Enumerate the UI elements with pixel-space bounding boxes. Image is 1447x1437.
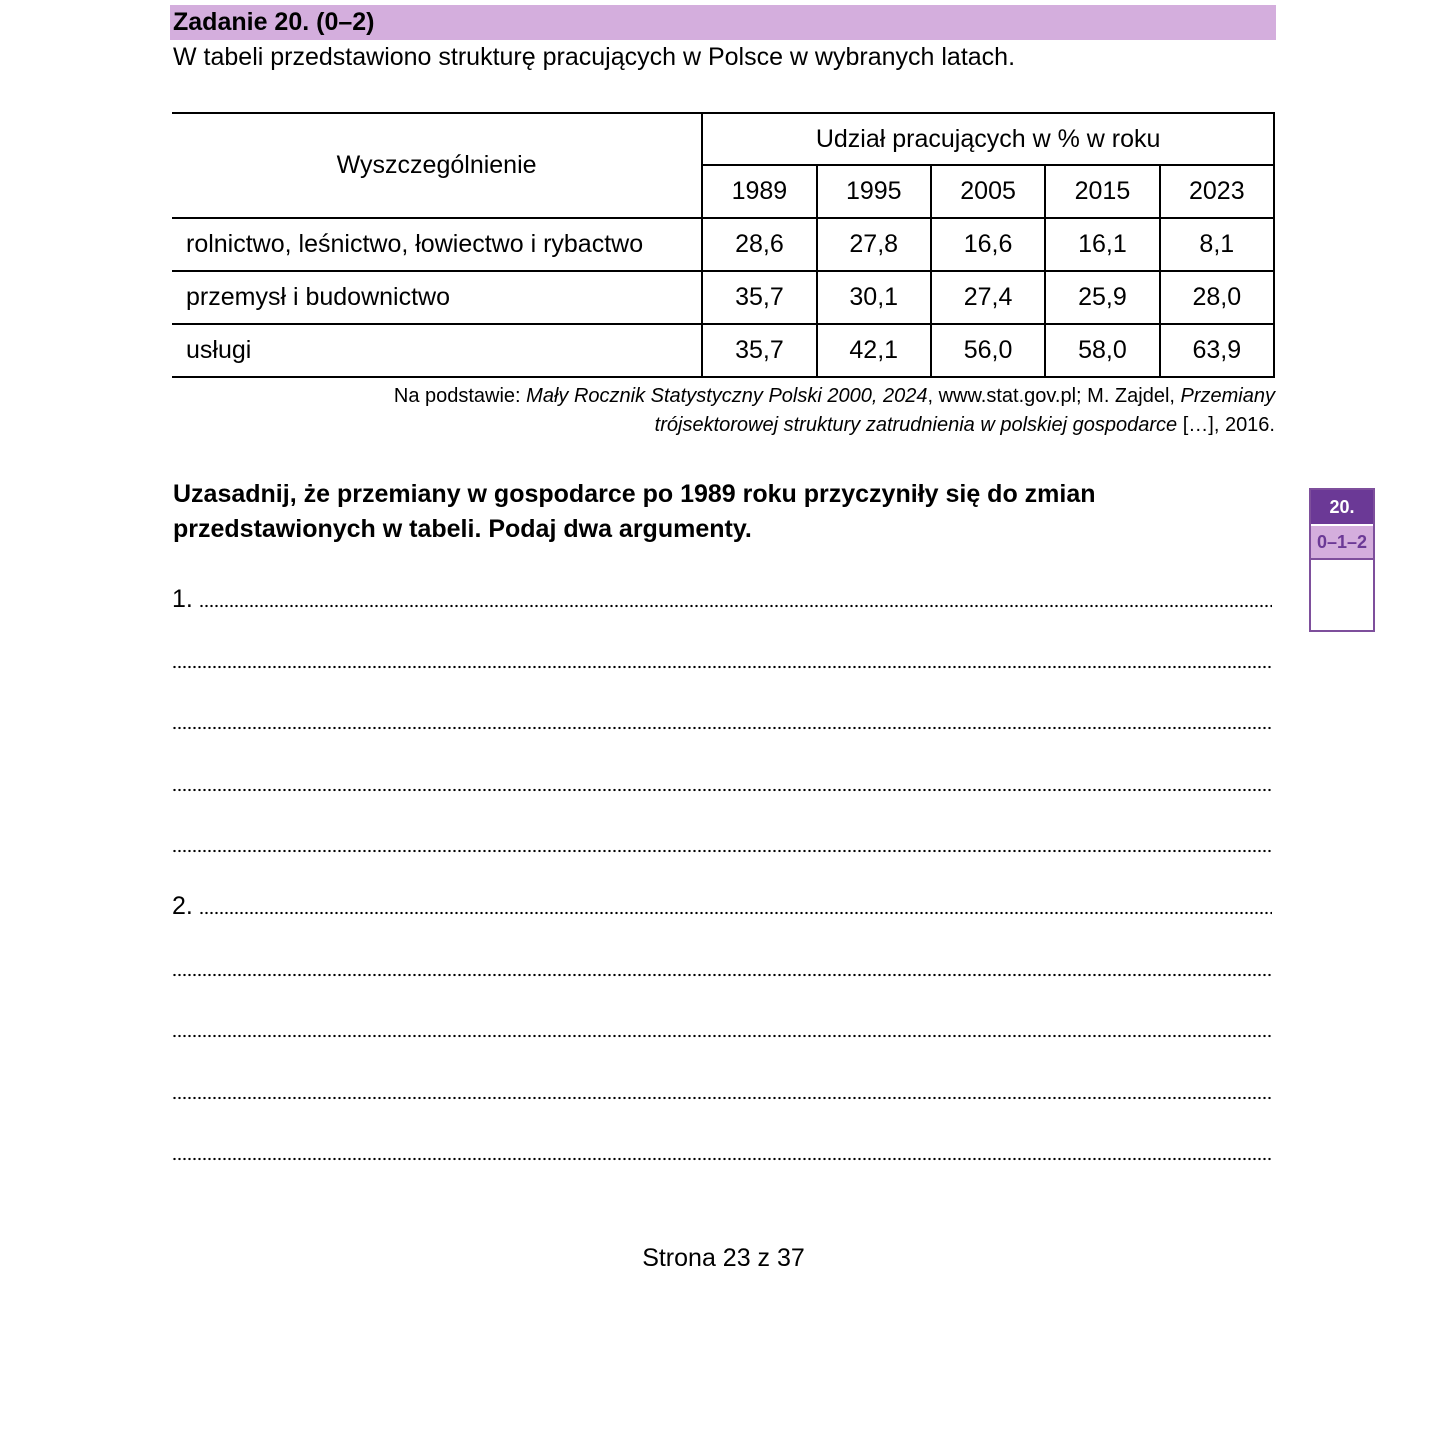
dotted-line <box>172 1157 1272 1161</box>
dotted-line <box>172 788 1272 792</box>
year-header: 2005 <box>930 166 1044 219</box>
answer-line[interactable] <box>172 1076 1272 1106</box>
table-cell: 16,6 <box>930 219 1044 272</box>
answer-line[interactable] <box>172 706 1272 736</box>
score-box <box>1309 488 1375 632</box>
year-header: 1989 <box>701 166 815 219</box>
answer-line[interactable] <box>172 953 1272 983</box>
table-cell: 63,9 <box>1159 325 1275 378</box>
question-line: Uzasadnij, że przemiany w gospodarce po 1989 roku przyczyniły się do zmian <box>173 480 1096 508</box>
dotted-line <box>172 726 1272 730</box>
answer-line[interactable] <box>172 1014 1272 1044</box>
source-book: Mały Rocznik Statystyczny Polski 2000, 2024 <box>526 385 928 407</box>
score-task-number: 20. <box>1311 490 1373 524</box>
source-suffix: […], 2016. <box>1177 414 1275 436</box>
row-label: usługi <box>172 325 701 378</box>
dotted-line <box>199 604 1272 608</box>
table-cell: 8,1 <box>1159 219 1275 272</box>
table-cell: 27,8 <box>816 219 930 272</box>
dotted-line <box>172 973 1272 977</box>
page-number: Strona 23 z 37 <box>642 1244 805 1272</box>
source-middle: , www.stat.gov.pl; M. Zajdel, <box>927 385 1181 407</box>
table-cell: 58,0 <box>1044 325 1158 378</box>
dotted-line <box>172 665 1272 669</box>
dotted-line <box>199 911 1272 915</box>
answer-line-2[interactable] <box>172 891 1272 921</box>
question <box>173 477 1273 547</box>
dotted-line <box>172 849 1272 853</box>
employment-table <box>172 112 1275 378</box>
dotted-line <box>172 1096 1272 1100</box>
answer-line-1[interactable] <box>172 584 1272 614</box>
task-title: Zadanie 20. (0–2) <box>170 5 1276 40</box>
task-intro: W tabeli przedstawiono strukturę pracujących w Polsce w wybranych latach. <box>173 43 1016 71</box>
table-cell: 27,4 <box>930 272 1044 325</box>
row-label: rolnictwo, leśnictwo, łowiectwo i rybactwo <box>172 219 701 272</box>
group-header: Udział pracujących w % w roku <box>701 112 1275 166</box>
row-label: przemysł i budownictwo <box>172 272 701 325</box>
question-line: przedstawionych w tabeli. Podaj dwa argumenty. <box>173 515 752 543</box>
row-header: Wyszczególnienie <box>172 112 701 219</box>
answer-line[interactable] <box>172 829 1272 859</box>
table-row <box>172 272 1275 325</box>
table-cell: 30,1 <box>816 272 930 325</box>
dotted-line <box>172 1034 1272 1038</box>
year-header: 1995 <box>816 166 930 219</box>
table-cell: 35,7 <box>701 272 815 325</box>
table-cell: 42,1 <box>816 325 930 378</box>
score-range: 0–1–2 <box>1311 524 1373 560</box>
table-row <box>172 325 1275 378</box>
table-cell: 35,7 <box>701 325 815 378</box>
table-cell: 56,0 <box>930 325 1044 378</box>
year-header: 2023 <box>1159 166 1275 219</box>
score-entry-field[interactable] <box>1311 560 1373 634</box>
table-row <box>172 219 1275 272</box>
source-article-part1: Przemiany <box>1180 385 1275 407</box>
table-cell: 16,1 <box>1044 219 1158 272</box>
table-cell: 28,0 <box>1159 272 1275 325</box>
answer-line[interactable] <box>172 645 1272 675</box>
table-cell: 25,9 <box>1044 272 1158 325</box>
answer-line[interactable] <box>172 768 1272 798</box>
table-cell: 28,6 <box>701 219 815 272</box>
answer-number: 1. <box>172 585 193 613</box>
source-prefix: Na podstawie: <box>393 385 527 407</box>
answer-line[interactable] <box>172 1137 1272 1167</box>
year-header: 2015 <box>1044 166 1158 219</box>
source-note <box>172 382 1275 440</box>
source-article-part2: trójsektorowej struktury zatrudnienia w polskiej gospodarce <box>654 414 1178 436</box>
answer-number: 2. <box>172 892 193 920</box>
